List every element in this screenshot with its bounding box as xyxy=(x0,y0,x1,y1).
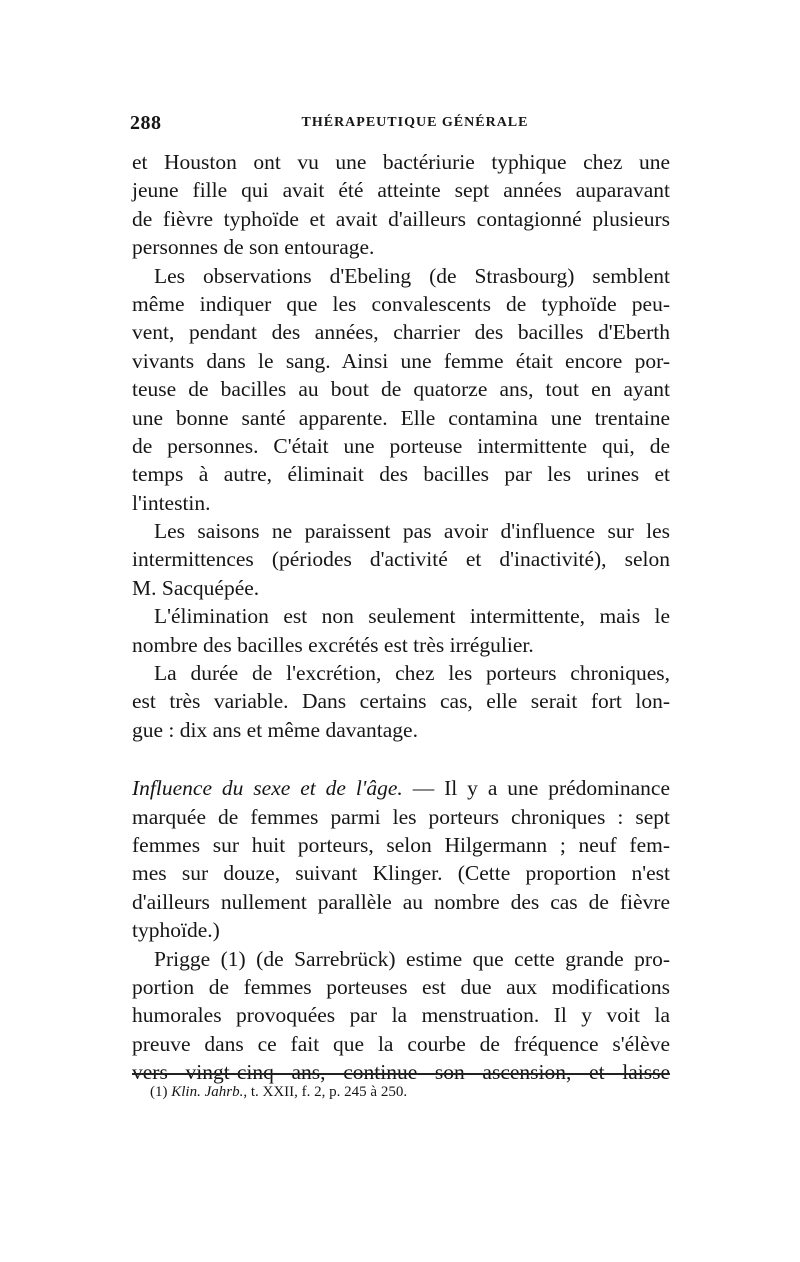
text-line: temps à autre, éliminait des bacilles par les urines et xyxy=(132,462,670,487)
text-line: humorales provoquées par la menstruation. Il y voit la xyxy=(132,1003,670,1028)
text-line: L'élimination est non seulement intermittente, mais le xyxy=(154,604,670,629)
section-first-line-rest: — Il y a une prédominance xyxy=(402,776,670,801)
text-line: personnes de son entourage. xyxy=(132,235,375,260)
text-line: une bonne santé apparente. Elle contamina une trentaine xyxy=(132,405,670,430)
text-line: typhoïde.) xyxy=(132,918,220,943)
text-line: jeune fille qui avait été atteinte sept années auparavant xyxy=(132,178,670,203)
text-line: vent, pendant des années, charrier des bacilles d'Eberth xyxy=(132,320,670,345)
text-line: femmes sur huit porteurs, selon Hilgermann ; neuf fem- xyxy=(132,832,670,857)
text-line: vivants dans le sang. Ainsi une femme était encore por- xyxy=(132,348,670,373)
text-line: gue : dix ans et même davantage. xyxy=(132,717,418,742)
section-first-line xyxy=(132,774,670,802)
footnote-marker: (1) xyxy=(150,1084,168,1100)
text-line: Les observations d'Ebeling (de Strasbourg) semblent xyxy=(154,263,670,288)
footnote xyxy=(150,1084,407,1101)
text-line: vers vingt-cinq ans, continue son ascension, et laisse xyxy=(132,1060,670,1085)
text-line: nombre des bacilles excrétés est très irrégulier. xyxy=(132,632,534,657)
paragraph xyxy=(132,148,670,262)
paragraph xyxy=(132,602,670,659)
text-line: Prigge (1) (de Sarrebrück) estime que cette grande pro- xyxy=(154,946,670,971)
section-gap xyxy=(132,744,670,774)
paragraph xyxy=(132,774,670,944)
page-header xyxy=(130,112,670,142)
running-title: THÉRAPEUTIQUE GÉNÉRALE xyxy=(301,115,529,130)
paragraph xyxy=(132,659,670,744)
text-line: intermittences (périodes d'activité et d'inactivité), selon xyxy=(132,547,670,572)
text-line: teuse de bacilles au bout de quatorze ans, tout en ayant xyxy=(132,377,670,402)
text-line: mes sur douze, suivant Klinger. (Cette proportion n'est xyxy=(132,861,670,886)
text-line: portion de femmes porteuses est due aux modifications xyxy=(132,974,670,999)
text-line: La durée de l'excrétion, chez les porteurs chroniques, xyxy=(154,661,670,686)
text-line: l'intestin. xyxy=(132,490,211,515)
text-line: Les saisons ne paraissent pas avoir d'influence sur les xyxy=(154,519,670,544)
text-line: de fièvre typhoïde et avait d'ailleurs contagionné plusieurs xyxy=(132,206,670,231)
text-line: preuve dans ce fait que la courbe de fréquence s'élève xyxy=(132,1031,670,1056)
text-line: est très variable. Dans certains cas, elle serait fort lon- xyxy=(132,689,670,714)
footnote-rule xyxy=(132,1073,670,1075)
text-line: et Houston ont vu une bactériurie typhique chez une xyxy=(132,150,670,174)
paragraph xyxy=(132,945,670,1087)
paragraph xyxy=(132,262,670,518)
text-line: de personnes. C'était une porteuse intermittente qui, de xyxy=(132,433,670,458)
section-title: Influence du sexe et de l'âge. xyxy=(132,776,403,801)
page-number: 288 xyxy=(130,112,162,134)
text-line: d'ailleurs nullement parallèle au nombre des cas de fièvre xyxy=(132,889,670,914)
footnote-reference: , t. XXII, f. 2, p. 245 à 250. xyxy=(243,1084,408,1100)
text-line: M. Sacquépée. xyxy=(132,575,260,600)
text-line: marquée de femmes parmi les porteurs chroniques : sept xyxy=(132,804,670,829)
paragraph xyxy=(132,517,670,602)
body-text xyxy=(132,148,670,1087)
text-line: même indiquer que les convalescents de typhoïde peu- xyxy=(132,291,670,316)
footnote-journal: Klin. Jahrb. xyxy=(171,1084,244,1100)
